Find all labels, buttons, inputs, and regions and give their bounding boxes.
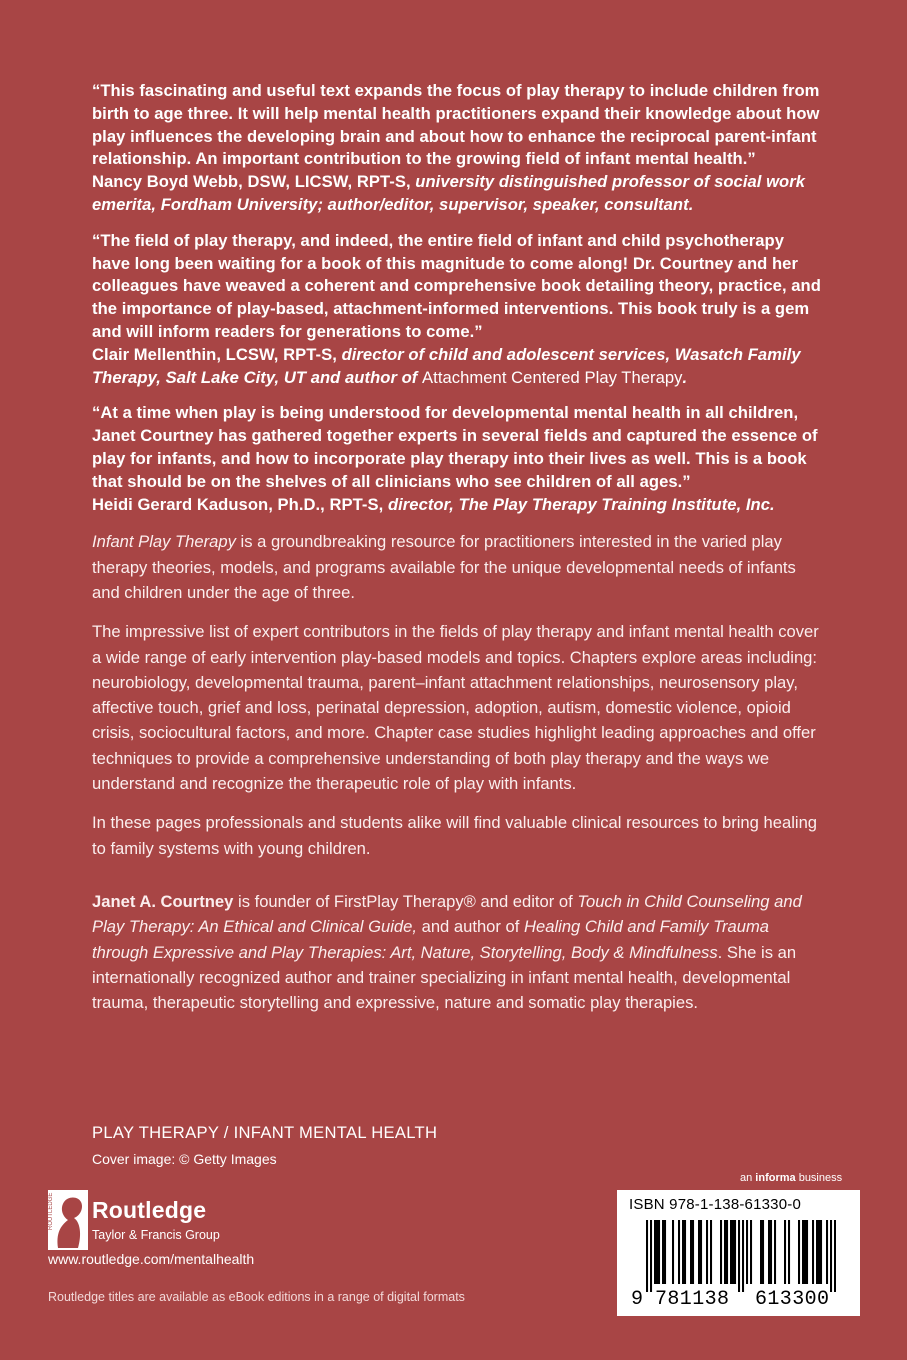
bio-paragraph	[92, 889, 822, 1015]
book-title: Infant Play Therapy	[92, 532, 236, 552]
barcode-bar	[734, 1220, 736, 1284]
author-name: Janet A. Courtney	[92, 891, 234, 911]
informa-tagline	[740, 1172, 842, 1184]
attribution-role: university distinguished professor of social work emerita, Fordham University; author/editor, supervisor, speaker, consultant.	[92, 172, 806, 214]
author-bio	[92, 889, 822, 1015]
barcode-bar	[710, 1220, 712, 1284]
attribution-role: director, The Play Therapy Training Institute, Inc.	[387, 494, 775, 514]
quote-text: “This fascinating and useful text expands the focus of play therapy to include children from birth to age three. It will help mental health practitioners expand their knowledge about how play influences the developing brain and about how to enhance the reciprocal parent-infant relationship. An important contribution to the growing field of infant mental health.”	[92, 81, 820, 169]
quote-attribution	[92, 171, 822, 217]
barcode-bar	[724, 1220, 726, 1284]
publisher-group: Taylor & Francis Group	[92, 1228, 220, 1242]
ebook-note: Routledge titles are available as eBook editions in a range of digital formats	[48, 1290, 465, 1304]
publisher-url: www.routledge.com/mentalhealth	[48, 1251, 255, 1267]
attribution-name: Clair Mellenthin, LCSW, RPT-S,	[92, 344, 337, 364]
barcode-bar	[762, 1220, 764, 1284]
barcode-group-2: 613300	[755, 1288, 830, 1311]
barcode-bar	[812, 1220, 814, 1284]
barcode-bar	[654, 1220, 656, 1284]
publisher-name: Routledge	[92, 1197, 207, 1223]
barcode-bar	[818, 1220, 820, 1284]
quote-attribution	[92, 494, 822, 517]
description-text: is a groundbreaking resource for practitioners interested in the varied play therapy theories, models, and programs available for the unique developmental needs of infants and children under the age of three.	[92, 532, 796, 602]
barcode-bar	[698, 1220, 700, 1284]
barcode-bar	[788, 1220, 790, 1284]
barcode-bar	[662, 1220, 664, 1284]
praise-section	[92, 80, 822, 516]
book-description	[92, 529, 822, 861]
attribution-name: Nancy Boyd Webb, DSW, LICSW, RPT-S,	[92, 172, 411, 192]
barcode-bar	[760, 1220, 762, 1284]
barcode-bar	[692, 1220, 694, 1284]
barcode-bar	[802, 1220, 804, 1284]
bio-book-title: Touch in Child Counseling and Play Therapy: An Ethical and Clinical Guide,	[92, 891, 802, 937]
quote-attribution	[92, 344, 822, 390]
bio-text: . She is an internationally recognized author and trainer specializing in infant mental health, developmental trauma, therapeutic storytelling and expressive, nature and somatic play therapies.	[92, 942, 797, 1013]
barcode-bar	[732, 1220, 734, 1284]
barcode-bar	[774, 1220, 776, 1284]
barcode-bar	[726, 1220, 728, 1284]
informa-post: business	[795, 1172, 843, 1184]
barcode-bar	[830, 1220, 832, 1292]
barcode-bar	[798, 1220, 800, 1284]
barcode-bar	[658, 1220, 660, 1284]
bio-text: and author of	[416, 917, 525, 937]
attribution-end: .	[682, 367, 688, 387]
informa-pre: an	[740, 1172, 756, 1184]
barcode-bar	[672, 1220, 674, 1284]
cover-text	[92, 80, 822, 1015]
barcode-bar	[700, 1220, 702, 1284]
barcode-bar	[746, 1220, 748, 1284]
barcode-group-1: 781138	[655, 1288, 730, 1311]
barcode-bar	[650, 1220, 652, 1292]
bio-text: is founder of FirstPlay Therapy® and editor of	[233, 891, 578, 911]
barcode-bar	[804, 1220, 806, 1284]
barcode-bar	[706, 1220, 708, 1284]
cover-image-credit: Cover image: © Getty Images	[92, 1151, 277, 1167]
barcode-bar	[730, 1220, 732, 1284]
description-paragraph	[92, 529, 822, 605]
barcode-bar	[656, 1220, 658, 1284]
bio-book-title: Healing Child and Family Trauma through Expressive and Play Therapies: Art, Nature, Storytelling, Body & Mindfulness	[92, 917, 770, 962]
praise-quote	[92, 230, 822, 390]
barcode-bar	[646, 1220, 648, 1292]
barcode-bar	[738, 1220, 740, 1292]
praise-quote	[92, 80, 822, 217]
barcode-bar	[682, 1220, 684, 1284]
barcode-bar	[834, 1220, 836, 1292]
barcode-bar	[816, 1220, 818, 1284]
quote-text: “The field of play therapy, and indeed, the entire field of infant and child psychotherapy have long been waiting for a book of this magnitude to come along! Dr. Courtney and her colleagues have weaved a coherent and comprehensive book detailing theory, practice, and the importance of play-based, attachment-informed interventions. This book truly is a gem and will inform readers for generations to come.”	[92, 230, 821, 341]
quote-text: “At a time when play is being understood for developmental mental health in all children, Janet Courtney has gathered together experts in several fields and captured the essence of play for infants, and how to incorporate play therapy into their lives as well. This is a book that should be on the shelves of all clinicians who see children of all ages.”	[92, 403, 818, 491]
barcode-icon	[646, 1220, 836, 1292]
attribution-book-title: Attachment Centered Play Therapy	[422, 367, 683, 387]
description-paragraph: In these pages professionals and students alike will find valuable clinical resources to bring healing to family systems with young children.	[92, 813, 818, 858]
barcode-bar	[690, 1220, 692, 1284]
barcode-bar	[684, 1220, 686, 1284]
praise-quote	[92, 402, 822, 516]
barcode-bar	[784, 1220, 786, 1284]
barcode-bar	[678, 1220, 680, 1284]
barcode-bar	[806, 1220, 808, 1284]
barcode-bar	[720, 1220, 722, 1284]
barcode-bar	[742, 1220, 744, 1292]
barcode-bar	[664, 1220, 666, 1284]
isbn-label: ISBN 978-1-138-61330-0	[629, 1196, 802, 1213]
isbn-barcode-box	[617, 1190, 860, 1316]
barcode-bar	[750, 1220, 752, 1284]
logo-vertical-text: ROUTLEDGE	[48, 1192, 54, 1230]
attribution-role: director of child and adolescent services, Wasatch Family Therapy, Salt Lake City, UT and author of	[92, 344, 801, 387]
informa-brand: informa	[755, 1172, 796, 1184]
barcode-bar	[768, 1220, 770, 1284]
description-paragraph: The impressive list of expert contributors in the fields of play therapy and infant mental health cover a wide range of early intervention play-based models and topics. Chapters explore areas including: neurobiology, developmental trauma, parent–infant attachment relationships, neurosensory play, affective touch, grief and loss, perinatal depression, adoption, autism, domestic violence, opioid crisis, sociocultural factors, and more. Chapter case studies highlight leading approaches and offer techniques to provide a comprehensive understanding of both play therapy and the ways we understand and recognize the therapeutic role of play with infants.	[92, 622, 819, 794]
attribution-name: Heidi Gerard Kaduson, Ph.D., RPT-S,	[92, 494, 384, 514]
barcode-bar	[826, 1220, 828, 1284]
barcode-bar	[820, 1220, 822, 1284]
barcode-lead-digit: 9	[631, 1288, 644, 1311]
subject-category: PLAY THERAPY / INFANT MENTAL HEALTH	[92, 1123, 438, 1142]
barcode-bar	[770, 1220, 772, 1284]
